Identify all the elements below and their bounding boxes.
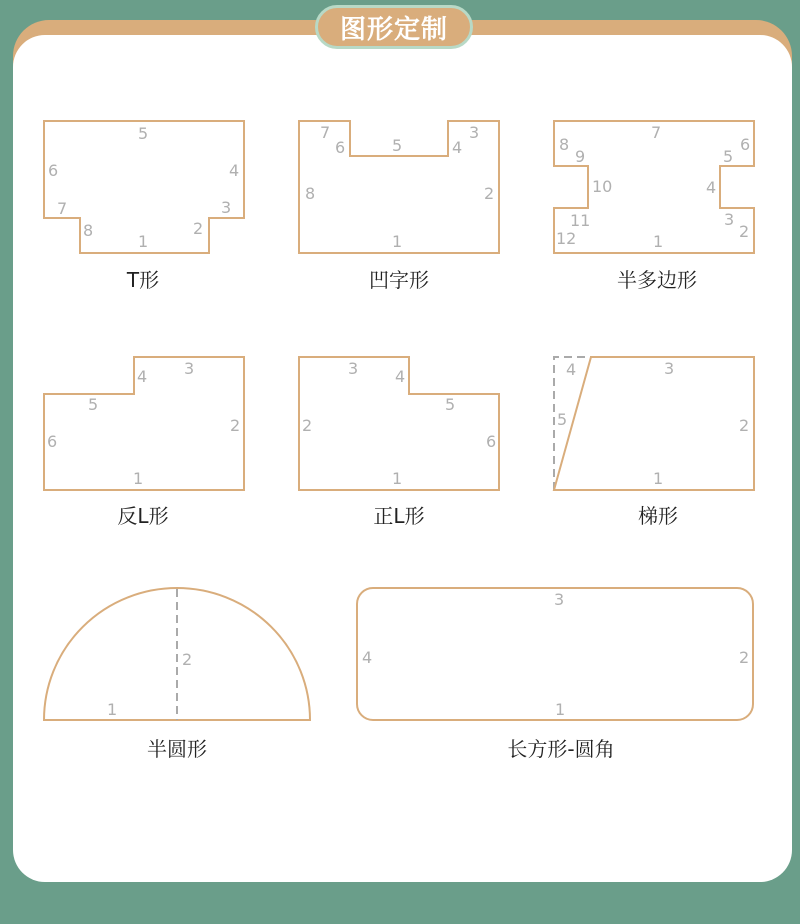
edge-label: 4 (229, 161, 240, 180)
edge-label: 6 (335, 138, 346, 157)
edge-label: 8 (305, 184, 316, 203)
edge-label: 1 (392, 232, 403, 251)
edge-label: 1 (653, 232, 664, 251)
edge-label: 5 (138, 124, 149, 143)
edge-label: 8 (83, 221, 94, 240)
concave-shape (299, 121, 499, 253)
edge-label: 1 (107, 700, 118, 719)
edge-label: 1 (653, 469, 664, 488)
edge-label: 7 (320, 123, 331, 142)
edge-label: 3 (469, 123, 480, 142)
section-title: 图形定制 (315, 5, 473, 49)
edge-label: 5 (557, 410, 568, 429)
shape-caption-l: 正L形 (373, 504, 425, 528)
l-shape (299, 357, 499, 490)
edge-label: 5 (723, 147, 734, 166)
edge-label: 2 (739, 648, 750, 667)
edge-label: 8 (559, 135, 570, 154)
half-polygon-shape (554, 121, 754, 253)
edge-label: 4 (452, 138, 463, 157)
edge-label: 2 (230, 416, 241, 435)
edge-label: 3 (664, 359, 675, 378)
edge-label: 10 (592, 177, 613, 196)
reverse-l-shape (44, 357, 244, 490)
edge-label: 1 (133, 469, 144, 488)
edge-label: 6 (48, 161, 59, 180)
edge-label: 3 (554, 590, 565, 609)
edge-label: 6 (740, 135, 751, 154)
edge-label: 4 (566, 360, 577, 379)
edge-label: 3 (221, 198, 232, 217)
edge-label: 1 (392, 469, 403, 488)
edge-label: 3 (724, 210, 735, 229)
rounded-rectangle-shape (357, 588, 753, 720)
edge-label: 2 (484, 184, 495, 203)
shape-caption-concave: 凹字形 (369, 268, 429, 292)
shape-caption-reverse-l: 反L形 (117, 504, 169, 528)
edge-label: 7 (651, 123, 662, 142)
semicircle-shape (44, 588, 310, 720)
edge-label: 2 (739, 222, 750, 241)
edge-label: 11 (570, 211, 591, 230)
edge-label: 1 (555, 700, 566, 719)
t-shape (44, 121, 244, 253)
edge-label: 5 (88, 395, 99, 414)
edge-label: 3 (184, 359, 195, 378)
edge-label: 5 (445, 395, 456, 414)
edge-label: 6 (486, 432, 497, 451)
edge-label: 2 (193, 219, 204, 238)
edge-label: 12 (556, 229, 577, 248)
edge-label: 9 (575, 147, 586, 166)
trapezoid-shape (554, 357, 754, 490)
edge-label: 2 (739, 416, 750, 435)
edge-label: 1 (138, 232, 149, 251)
shape-caption-trapezoid: 梯形 (638, 504, 678, 528)
edge-label: 4 (395, 367, 406, 386)
shape-caption-rounded-rectangle: 长方形-圆角 (507, 737, 615, 761)
edge-label: 4 (362, 648, 373, 667)
edge-label: 4 (706, 178, 717, 197)
shape-caption-half-polygon: 半多边形 (617, 268, 697, 292)
edge-label: 2 (302, 416, 313, 435)
edge-label: 4 (137, 367, 148, 386)
edge-label: 6 (47, 432, 58, 451)
edge-label: 5 (392, 136, 403, 155)
shape-caption-semicircle: 半圆形 (147, 737, 207, 761)
edge-label: 2 (182, 650, 193, 669)
shape-caption-t: T形 (126, 268, 160, 292)
edge-label: 7 (57, 199, 68, 218)
edge-label: 3 (348, 359, 359, 378)
